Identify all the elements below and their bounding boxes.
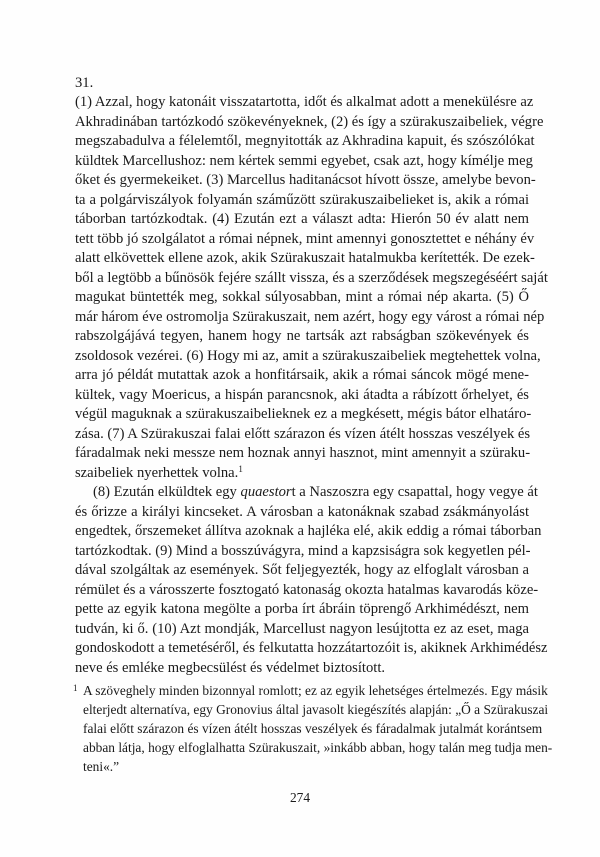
footnote-reference[interactable]: 1 xyxy=(238,463,243,474)
text-line: zsoldosok vezérei. (6) Hogy mi az, amit a szürakuszaibeliek megtehettek volna, xyxy=(75,347,541,364)
text-line: dával szolgáltak az események. Sőt feljegyezték, hogy az elfoglalt városban a xyxy=(75,562,529,578)
paragraph-2 xyxy=(75,483,548,678)
text-line: tett több jó szolgálatot a római népnek, mint amennyi gonosztettet e néhány év xyxy=(75,230,535,247)
footnote-line: A szöveghely minden bizonnyal romlott; ez az egyik lehetséges értelmezés. Egy másik xyxy=(83,683,548,698)
text-line: arra jó példát mutattak azok a honfitársaik, akik a római sáncok mögé mene- xyxy=(75,367,529,383)
text-line: Akhradinában tartózkodó szökevényeknek, (2) és így a szürakuszaibeliek, végre xyxy=(75,113,544,130)
footnote-line: elterjedt alternatíva, egy Gronovius által javasolt kiegészítés alapján: „Ő a Szürakuszai xyxy=(83,702,549,717)
text-line: (8) Ezután elküldtek egy quaestort a Naszoszra egy csapattal, hogy vegye át xyxy=(93,484,538,500)
text-line: megszabadulva a félelemtől, megnyitották az Akhradina kapuit, és szószólókat xyxy=(75,133,535,149)
italic-term: quaestor xyxy=(240,484,292,500)
text-line: engedtek, őrszemeket állítva azoknak a hajléka elé, akik eddig a római táborban xyxy=(75,523,542,539)
text-line: végül maguknak a szürakuszaibelieknek ez a megkésett, mégis bátor elhatáro- xyxy=(75,406,532,422)
paragraph-1 xyxy=(75,93,548,483)
footnote-line: falai előtt szárazon és vízen átélt hosszas veszélyek és fáradalmak jutalmát korántsem xyxy=(83,721,543,736)
text-line: kültek, vagy Moericus, a hispán parancsnok, aki átadta a rábízott őrhelyet, és xyxy=(75,386,529,403)
text-line: őket és gyermekeiket. (3) Marcellus haditanácsot hívott össze, amelybe bevon- xyxy=(75,172,536,188)
footnote xyxy=(73,681,553,776)
text-line: és őrizze a királyi kincseket. A városban a katonáknak szabad zsákmányolást xyxy=(75,503,529,520)
text-line: rabszolgájává tegyen, hanem hogy ne tartsák azt rabságban szökevények és xyxy=(75,328,529,344)
text-line: rémület és a városszerte fosztogató katonaság okozta hatalmas kavarodás köze- xyxy=(75,581,539,598)
chapter-number: 31. xyxy=(75,75,94,91)
text-line: tartózkodtak. (9) Mind a bosszúvágyra, mind a kapzsiságra sok kegyetlen pél- xyxy=(75,542,531,559)
text-line: már három éve ostromolja Szürakuszait, nem azért, hogy egy várost a római nép xyxy=(75,308,545,325)
text-line: zása. (7) A Szürakuszai falai előtt szárazon és vízen átélt hosszas veszélyek és xyxy=(75,425,531,442)
text-line: neve és emléke megbecsülést és védelmet biztosított. xyxy=(75,659,386,676)
text-line: ta a polgárviszályok folyamán száműzött szürakuszaibelieket is, akik a római xyxy=(75,191,529,208)
text-line: alatt elkövettek ellene azok, akik Szürakuszait hatalmukba kerítették. De ezek- xyxy=(75,250,535,266)
text-line: ből a legtöbb a bűnösök fejére szállt vissza, és a szerződések megszegéséért saját xyxy=(75,269,548,286)
text-line: gondoskodott a temetéséről, és felkutatta hozzátartozóit is, akiknek Arkhimédész xyxy=(75,640,548,656)
text-line: magukat büntették meg, sokkal súlyosabban, mint a római nép akarta. (5) Ő xyxy=(75,289,529,305)
text-line: táborban tartózkodtak. (4) Ezután ezt a választ adta: Hierón 50 év alatt nem xyxy=(75,211,529,227)
footnote-line: teni«.” xyxy=(83,759,120,774)
text-line: fáradalmak neki messze nem hoznak annyi hasznot, mint amennyit a szüraku- xyxy=(75,445,531,461)
text-line: küldtek Marcellushoz: nem kértek semmi egyebet, csak azt, hogy kímélje meg xyxy=(75,152,533,169)
main-text xyxy=(75,93,548,678)
text-line: tudván, ki ő. (10) Azt mondják, Marcellust nagyon lesújtotta ez az eset, maga xyxy=(75,620,529,637)
footnote-line: abban látja, hogy elfoglalhatta Szürakuszait, »inkább abban, hogy talán meg tudja men- xyxy=(83,740,553,755)
text-line: pette az egyik katona megölte a porba írt ábráin töprengő Arkhimédészt, nem xyxy=(75,601,529,617)
footnote-body xyxy=(73,681,553,776)
text-line: szaibeliek nyerhettek volna.$^1$ xyxy=(75,463,243,481)
footnote-mark: 1 xyxy=(73,683,78,693)
page-number: 274 xyxy=(289,790,311,805)
text-line: (1) Azzal, hogy katonáit visszatartotta, időt és alkalmat adott a menekülésre az xyxy=(75,94,534,110)
